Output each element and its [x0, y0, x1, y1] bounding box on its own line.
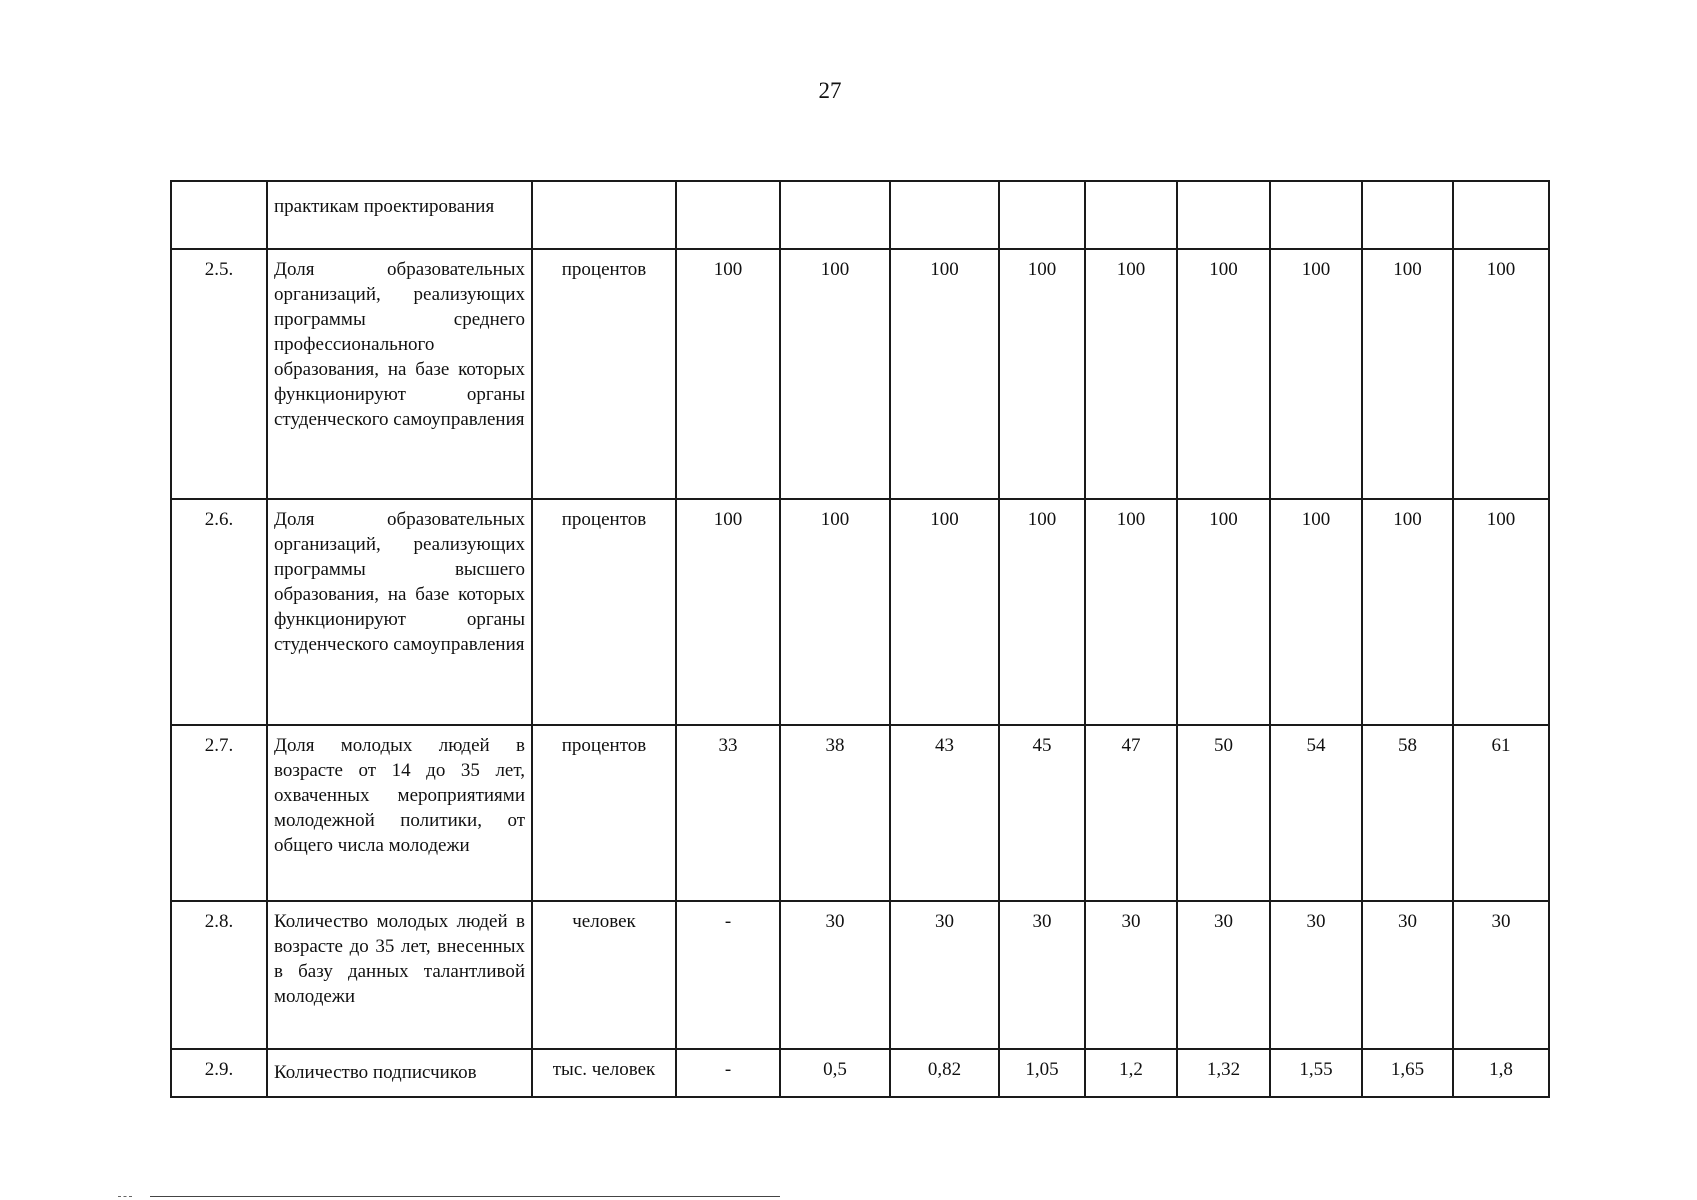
value-cell: 30	[1177, 901, 1270, 1049]
indicator-name: Количество подписчиков	[267, 1049, 532, 1097]
indicator-name: Доля образовательных организаций, реализующих программы среднего профессионального образования, на базе которых функционируют органы студенческого самоуправления	[267, 249, 532, 499]
value-cell: 1,65	[1362, 1049, 1453, 1097]
value-cell	[1362, 181, 1453, 249]
value-cell: 45	[999, 725, 1085, 901]
value-cell: 100	[676, 499, 780, 725]
value-cell	[890, 181, 999, 249]
value-cell: 100	[1270, 249, 1362, 499]
value-cell: -	[676, 1049, 780, 1097]
table-row	[171, 1049, 1549, 1097]
value-cell	[1177, 181, 1270, 249]
value-cell: 100	[1453, 249, 1549, 499]
value-cell: 100	[676, 249, 780, 499]
value-cell	[780, 181, 890, 249]
value-cell: 58	[1362, 725, 1453, 901]
value-cell	[676, 181, 780, 249]
indicator-name: практикам проектирования	[267, 181, 532, 249]
unit-cell: процентов	[532, 499, 676, 725]
row-number: 2.9.	[171, 1049, 267, 1097]
value-cell: 1,8	[1453, 1049, 1549, 1097]
table-row	[171, 181, 1549, 249]
value-cell: 100	[1177, 499, 1270, 725]
value-cell: 43	[890, 725, 999, 901]
footer-line	[150, 1196, 780, 1197]
value-cell: 30	[890, 901, 999, 1049]
value-cell: 0,5	[780, 1049, 890, 1097]
value-cell	[999, 181, 1085, 249]
value-cell: 30	[1362, 901, 1453, 1049]
table-row	[171, 499, 1549, 725]
value-cell: 100	[1085, 499, 1177, 725]
value-cell: 54	[1270, 725, 1362, 901]
value-cell	[1270, 181, 1362, 249]
page-number: 27	[818, 78, 842, 103]
unit-cell: тыс. человек	[532, 1049, 676, 1097]
unit-cell: человек	[532, 901, 676, 1049]
row-number: 2.7.	[171, 725, 267, 901]
indicators-table	[170, 180, 1550, 1098]
value-cell: 1,55	[1270, 1049, 1362, 1097]
value-cell: 30	[780, 901, 890, 1049]
value-cell: 100	[1270, 499, 1362, 725]
value-cell: 100	[1085, 249, 1177, 499]
value-cell: 1,2	[1085, 1049, 1177, 1097]
value-cell: 100	[780, 249, 890, 499]
row-number	[171, 181, 267, 249]
value-cell: 30	[1085, 901, 1177, 1049]
value-cell: 50	[1177, 725, 1270, 901]
value-cell: -	[676, 901, 780, 1049]
value-cell: 38	[780, 725, 890, 901]
value-cell	[1085, 181, 1177, 249]
table-row	[171, 249, 1549, 499]
value-cell: 100	[890, 499, 999, 725]
value-cell: 100	[999, 249, 1085, 499]
row-number: 2.8.	[171, 901, 267, 1049]
indicator-name: Доля образовательных организаций, реализующих программы высшего образования, на базе которых функционируют органы студенческого самоуправления	[267, 499, 532, 725]
value-cell	[1453, 181, 1549, 249]
value-cell: 100	[890, 249, 999, 499]
value-cell: 100	[1177, 249, 1270, 499]
value-cell: 1,32	[1177, 1049, 1270, 1097]
row-number: 2.5.	[171, 249, 267, 499]
unit-cell: процентов	[532, 725, 676, 901]
value-cell: 100	[780, 499, 890, 725]
value-cell: 30	[1270, 901, 1362, 1049]
value-cell: 30	[999, 901, 1085, 1049]
value-cell: 100	[1362, 249, 1453, 499]
row-number: 2.6.	[171, 499, 267, 725]
unit-cell	[532, 181, 676, 249]
footer-dash	[118, 1196, 132, 1197]
indicator-name: Количество молодых людей в возрасте до 35 лет, внесенных в базу данных талантливой молодежи	[267, 901, 532, 1049]
value-cell: 100	[999, 499, 1085, 725]
value-cell: 0,82	[890, 1049, 999, 1097]
unit-cell: процентов	[532, 249, 676, 499]
value-cell: 33	[676, 725, 780, 901]
table-row	[171, 901, 1549, 1049]
value-cell: 100	[1362, 499, 1453, 725]
indicator-name: Доля молодых людей в возрасте от 14 до 35 лет, охваченных мероприятиями молодежной политики, от общего числа молодежи	[267, 725, 532, 901]
table-row	[171, 725, 1549, 901]
value-cell: 61	[1453, 725, 1549, 901]
value-cell: 100	[1453, 499, 1549, 725]
value-cell: 30	[1453, 901, 1549, 1049]
value-cell: 47	[1085, 725, 1177, 901]
value-cell: 1,05	[999, 1049, 1085, 1097]
